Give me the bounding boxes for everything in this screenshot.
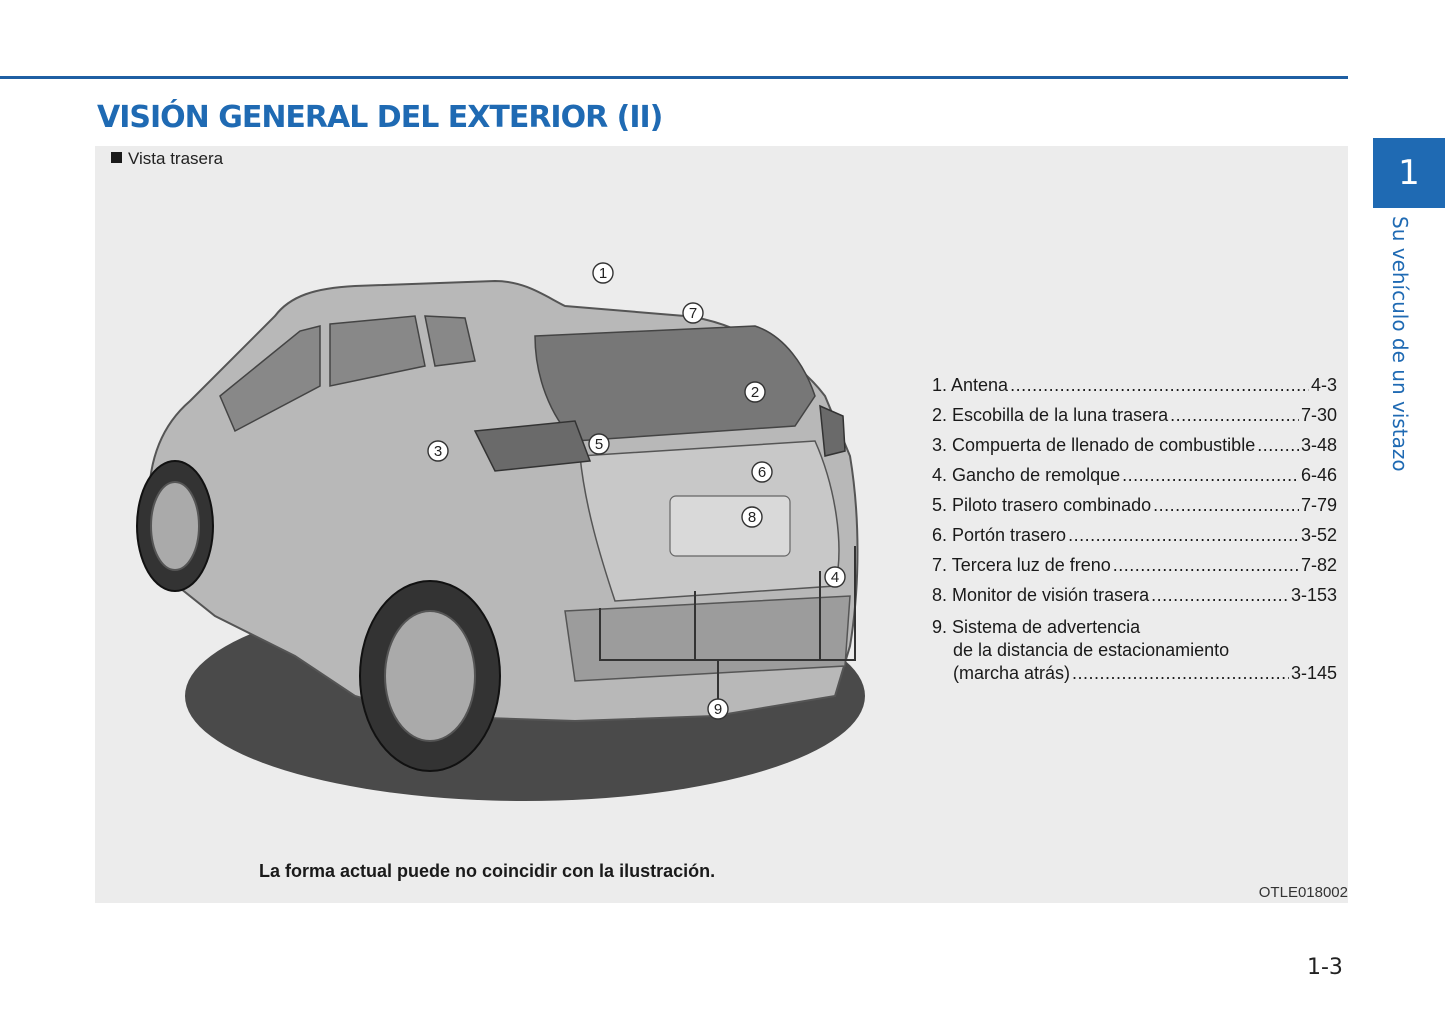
svg-text:8: 8 [747,509,757,526]
rear-window [535,326,815,441]
callout-5 [589,434,609,454]
header-rule [0,76,1348,79]
page-title: VISIÓN GENERAL DEL EXTERIOR (II) [97,100,663,135]
svg-text:9: 9 [713,701,723,718]
legend-item: 6. Portón trasero ..... 3-52 [932,520,1337,550]
license-plate-area [670,496,790,556]
svg-text:6: 6 [757,464,767,481]
figure-panel [95,146,1348,903]
tail-light-right [820,406,845,456]
legend-item: 3. Compuerta de llenado de combustible ..... 3-48 [932,430,1337,460]
figure-heading [111,149,223,169]
rear-wheel-rim [385,611,475,741]
legend-item: 5. Piloto trasero combinado ..... 7-79 [932,490,1337,520]
svg-text:3: 3 [433,443,443,460]
chapter-number: 1 [1398,153,1420,193]
callout-7 [683,303,703,323]
chapter-tab[interactable] [1373,138,1445,208]
illustration-disclaimer: La forma actual puede no coincidir con la ilustración. [259,861,716,881]
figure-code: OTLE018002 [1258,884,1348,901]
callout-8 [742,507,762,527]
parts-legend [932,370,1337,685]
legend-item: 2. Escobilla de la luna trasera ..... 7-30 [932,400,1337,430]
callout-1 [593,263,613,283]
callout-2 [745,382,765,402]
legend-item-9: 9. Sistema de advertencia de la distancia de estacionamiento (marcha atrás) ..... 3-145 [932,616,1337,685]
page-number: 1-3 [1307,955,1343,980]
svg-text:1: 1 [598,265,608,282]
svg-text:7: 7 [688,305,698,322]
square-bullet-icon [111,152,122,163]
figure-heading-text: Vista trasera [128,149,224,168]
front-wheel-rim [151,482,199,570]
rear-bumper [565,596,850,681]
legend-item: 1. Antena ..... 4-3 [932,370,1337,400]
car-rear-illustration [95,226,900,906]
legend-item: 4. Gancho de remolque ..... 6-46 [932,460,1337,490]
callout-4 [825,567,845,587]
legend-item: 7. Tercera luz de freno ..... 7-82 [932,550,1337,580]
chapter-name: Su vehículo de un vistazo [1388,216,1412,472]
callout-9 [708,699,728,719]
svg-text:4: 4 [830,569,840,586]
callout-6 [752,462,772,482]
svg-text:2: 2 [750,384,760,401]
callout-3 [428,441,448,461]
svg-text:5: 5 [594,436,604,453]
legend-item: 8. Monitor de visión trasera ..... 3-153 [932,580,1337,610]
